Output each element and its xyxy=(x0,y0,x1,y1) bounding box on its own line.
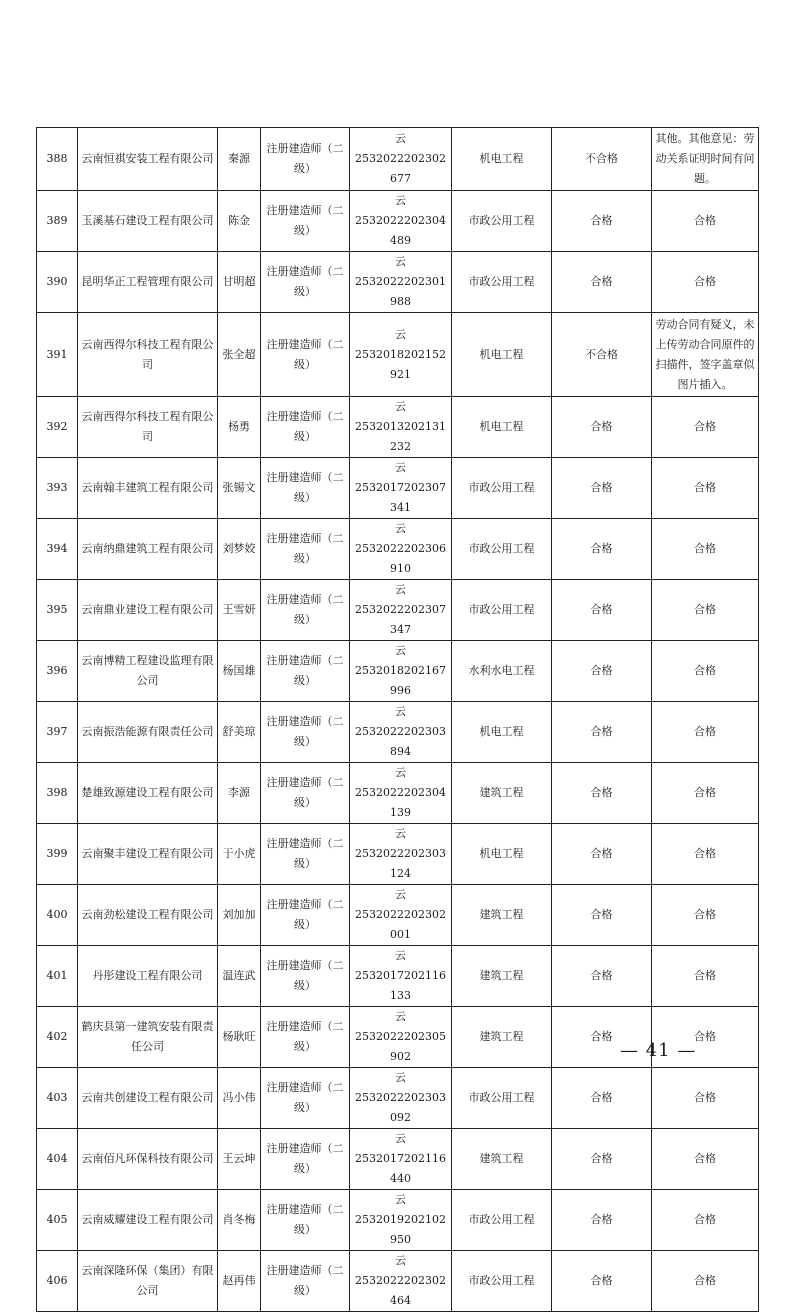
registration-prefix: 云 xyxy=(395,194,406,207)
row-seq-number: 393 xyxy=(37,458,78,519)
row-seq-number: 390 xyxy=(37,252,78,313)
registration-prefix: 云 xyxy=(395,1193,406,1206)
row-registration xyxy=(350,397,452,458)
registration-number: 2532022202304139 xyxy=(355,786,446,819)
table-row xyxy=(37,313,759,397)
row-person-name: 舒美琼 xyxy=(218,702,261,763)
registration-prefix: 云 xyxy=(395,949,406,962)
row-result: 不合格 xyxy=(552,128,652,191)
row-registration xyxy=(350,580,452,641)
registration-prefix: 云 xyxy=(395,766,406,779)
registration-number: 2532017202116133 xyxy=(355,969,446,1002)
row-person-name: 刘梦姣 xyxy=(218,519,261,580)
row-result: 合格 xyxy=(552,946,652,1007)
results-table-container xyxy=(36,127,758,1312)
row-result: 合格 xyxy=(552,1129,652,1190)
table-row xyxy=(37,763,759,824)
row-qualification: 注册建造师（二级） xyxy=(261,1251,350,1312)
row-person-name: 刘加加 xyxy=(218,885,261,946)
row-person-name: 杨勇 xyxy=(218,397,261,458)
table-row xyxy=(37,1068,759,1129)
row-qualification: 注册建造师（二级） xyxy=(261,397,350,458)
row-person-name: 肖冬梅 xyxy=(218,1190,261,1251)
row-specialty: 机电工程 xyxy=(452,824,552,885)
row-qualification: 注册建造师（二级） xyxy=(261,824,350,885)
row-specialty: 市政公用工程 xyxy=(452,519,552,580)
row-seq-number: 403 xyxy=(37,1068,78,1129)
registration-number: 2532022202303894 xyxy=(355,725,446,758)
row-specialty: 市政公用工程 xyxy=(452,252,552,313)
row-opinion: 合格 xyxy=(652,580,759,641)
registration-prefix: 云 xyxy=(395,1010,406,1023)
row-seq-number: 405 xyxy=(37,1190,78,1251)
row-seq-number: 404 xyxy=(37,1129,78,1190)
row-company-name: 云南恒祺安装工程有限公司 xyxy=(78,128,218,191)
row-person-name: 于小虎 xyxy=(218,824,261,885)
row-opinion: 其他。其他意见：劳动关系证明时间有问题。 xyxy=(652,128,759,191)
table-row xyxy=(37,1190,759,1251)
registration-prefix: 云 xyxy=(395,1132,406,1145)
row-qualification: 注册建造师（二级） xyxy=(261,641,350,702)
registration-prefix: 云 xyxy=(395,1254,406,1267)
table-row xyxy=(37,458,759,519)
row-person-name: 张锡文 xyxy=(218,458,261,519)
registration-prefix: 云 xyxy=(395,132,406,145)
table-row xyxy=(37,580,759,641)
row-person-name: 杨耿旺 xyxy=(218,1007,261,1068)
registration-prefix: 云 xyxy=(395,583,406,596)
registration-prefix: 云 xyxy=(395,255,406,268)
table-row xyxy=(37,702,759,763)
row-registration xyxy=(350,824,452,885)
row-company-name: 玉溪基石建设工程有限公司 xyxy=(78,191,218,252)
row-seq-number: 397 xyxy=(37,702,78,763)
row-company-name: 云南西得尔科技工程有限公司 xyxy=(78,313,218,397)
row-company-name: 昆明华正工程管理有限公司 xyxy=(78,252,218,313)
row-specialty: 市政公用工程 xyxy=(452,580,552,641)
row-result: 不合格 xyxy=(552,313,652,397)
registration-number: 2532013202131232 xyxy=(355,420,446,453)
registration-prefix: 云 xyxy=(395,522,406,535)
registration-number: 2532018202152921 xyxy=(355,347,446,381)
registration-prefix: 云 xyxy=(395,461,406,474)
row-opinion: 合格 xyxy=(652,458,759,519)
row-result: 合格 xyxy=(552,1251,652,1312)
row-result: 合格 xyxy=(552,191,652,252)
row-registration xyxy=(350,763,452,824)
row-person-name: 温连武 xyxy=(218,946,261,1007)
row-person-name: 陈金 xyxy=(218,191,261,252)
registration-prefix: 云 xyxy=(395,827,406,840)
registration-prefix: 云 xyxy=(395,400,406,413)
row-result: 合格 xyxy=(552,580,652,641)
row-seq-number: 402 xyxy=(37,1007,78,1068)
row-seq-number: 392 xyxy=(37,397,78,458)
row-specialty: 建筑工程 xyxy=(452,946,552,1007)
row-opinion: 合格 xyxy=(652,824,759,885)
row-company-name: 云南纳鼎建筑工程有限公司 xyxy=(78,519,218,580)
row-qualification: 注册建造师（二级） xyxy=(261,252,350,313)
row-qualification: 注册建造师（二级） xyxy=(261,458,350,519)
row-registration xyxy=(350,252,452,313)
row-registration xyxy=(350,458,452,519)
row-opinion: 合格 xyxy=(652,252,759,313)
row-company-name: 云南西得尔科技工程有限公司 xyxy=(78,397,218,458)
row-qualification: 注册建造师（二级） xyxy=(261,1129,350,1190)
row-registration xyxy=(350,1190,452,1251)
row-result: 合格 xyxy=(552,252,652,313)
table-row xyxy=(37,824,759,885)
row-qualification: 注册建造师（二级） xyxy=(261,702,350,763)
row-specialty: 建筑工程 xyxy=(452,763,552,824)
row-seq-number: 395 xyxy=(37,580,78,641)
row-qualification: 注册建造师（二级） xyxy=(261,763,350,824)
registration-number: 2532022202302001 xyxy=(355,908,446,941)
row-specialty: 建筑工程 xyxy=(452,1007,552,1068)
row-registration xyxy=(350,128,452,191)
row-qualification: 注册建造师（二级） xyxy=(261,1068,350,1129)
row-specialty: 市政公用工程 xyxy=(452,191,552,252)
registration-number: 2532017202307341 xyxy=(355,481,446,514)
table-row xyxy=(37,1251,759,1312)
row-qualification: 注册建造师（二级） xyxy=(261,885,350,946)
registration-number: 2532022202303092 xyxy=(355,1091,446,1124)
row-opinion: 合格 xyxy=(652,1068,759,1129)
row-qualification: 注册建造师（二级） xyxy=(261,1007,350,1068)
row-opinion: 合格 xyxy=(652,1007,759,1068)
row-result: 合格 xyxy=(552,1068,652,1129)
registration-prefix: 云 xyxy=(395,888,406,901)
row-specialty: 建筑工程 xyxy=(452,1129,552,1190)
row-seq-number: 406 xyxy=(37,1251,78,1312)
table-body xyxy=(37,128,759,1312)
registration-number: 2532022202301988 xyxy=(355,275,446,308)
table-row xyxy=(37,128,759,191)
results-table xyxy=(36,127,759,1312)
row-specialty: 机电工程 xyxy=(452,128,552,191)
row-person-name: 杨国雄 xyxy=(218,641,261,702)
row-person-name: 秦源 xyxy=(218,128,261,191)
row-qualification: 注册建造师（二级） xyxy=(261,580,350,641)
row-opinion: 合格 xyxy=(652,1251,759,1312)
row-seq-number: 389 xyxy=(37,191,78,252)
row-qualification: 注册建造师（二级） xyxy=(261,313,350,397)
row-company-name: 云南博精工程建设监理有限公司 xyxy=(78,641,218,702)
row-company-name: 云南鼎业建设工程有限公司 xyxy=(78,580,218,641)
registration-number: 2532017202116440 xyxy=(355,1152,446,1185)
table-row xyxy=(37,252,759,313)
row-registration xyxy=(350,1129,452,1190)
row-registration xyxy=(350,191,452,252)
row-seq-number: 401 xyxy=(37,946,78,1007)
row-company-name: 云南深隆环保（集团）有限公司 xyxy=(78,1251,218,1312)
registration-number: 2532022202307347 xyxy=(355,603,446,636)
row-company-name: 云南振浩能源有限责任公司 xyxy=(78,702,218,763)
row-result: 合格 xyxy=(552,458,652,519)
registration-number: 2532022202303124 xyxy=(355,847,446,880)
registration-number: 2532022202306910 xyxy=(355,542,446,575)
row-person-name: 赵再伟 xyxy=(218,1251,261,1312)
table-row xyxy=(37,1129,759,1190)
page-number: — 41 — xyxy=(620,1040,697,1061)
row-qualification: 注册建造师（二级） xyxy=(261,191,350,252)
row-company-name: 云南聚丰建设工程有限公司 xyxy=(78,824,218,885)
row-specialty: 水利水电工程 xyxy=(452,641,552,702)
row-qualification: 注册建造师（二级） xyxy=(261,1190,350,1251)
row-person-name: 冯小伟 xyxy=(218,1068,261,1129)
row-company-name: 云南劲松建设工程有限公司 xyxy=(78,885,218,946)
row-seq-number: 396 xyxy=(37,641,78,702)
registration-prefix: 云 xyxy=(395,644,406,657)
row-opinion: 合格 xyxy=(652,397,759,458)
row-specialty: 机电工程 xyxy=(452,702,552,763)
row-seq-number: 399 xyxy=(37,824,78,885)
row-result: 合格 xyxy=(552,397,652,458)
table-row xyxy=(37,191,759,252)
row-seq-number: 391 xyxy=(37,313,78,397)
registration-number: 2532022202305902 xyxy=(355,1030,446,1063)
row-company-name: 云南佰凡环保科技有限公司 xyxy=(78,1129,218,1190)
row-result: 合格 xyxy=(552,1190,652,1251)
row-registration xyxy=(350,885,452,946)
row-registration xyxy=(350,1007,452,1068)
row-qualification: 注册建造师（二级） xyxy=(261,519,350,580)
row-opinion: 劳动合同有疑义，未上传劳动合同原件的扫描件，签字盖章似图片插入。 xyxy=(652,313,759,397)
row-seq-number: 398 xyxy=(37,763,78,824)
row-seq-number: 388 xyxy=(37,128,78,191)
row-person-name: 甘明超 xyxy=(218,252,261,313)
row-specialty: 市政公用工程 xyxy=(452,1251,552,1312)
row-registration xyxy=(350,519,452,580)
row-opinion: 合格 xyxy=(652,1190,759,1251)
registration-number: 2532022202304489 xyxy=(355,214,446,247)
registration-prefix: 云 xyxy=(395,327,406,341)
row-specialty: 市政公用工程 xyxy=(452,1190,552,1251)
row-company-name: 丹彤建设工程有限公司 xyxy=(78,946,218,1007)
row-result: 合格 xyxy=(552,824,652,885)
table-row xyxy=(37,885,759,946)
row-opinion: 合格 xyxy=(652,763,759,824)
registration-number: 2532022202302677 xyxy=(355,152,446,185)
row-registration xyxy=(350,641,452,702)
row-result: 合格 xyxy=(552,1007,652,1068)
row-specialty: 市政公用工程 xyxy=(452,1068,552,1129)
row-seq-number: 400 xyxy=(37,885,78,946)
row-result: 合格 xyxy=(552,519,652,580)
row-company-name: 云南共创建设工程有限公司 xyxy=(78,1068,218,1129)
row-opinion: 合格 xyxy=(652,885,759,946)
table-row xyxy=(37,519,759,580)
row-company-name: 鹤庆县第一建筑安装有限责任公司 xyxy=(78,1007,218,1068)
row-opinion: 合格 xyxy=(652,191,759,252)
row-company-name: 云南翰丰建筑工程有限公司 xyxy=(78,458,218,519)
row-person-name: 张全超 xyxy=(218,313,261,397)
row-opinion: 合格 xyxy=(652,519,759,580)
row-seq-number: 394 xyxy=(37,519,78,580)
row-company-name: 楚雄致源建设工程有限公司 xyxy=(78,763,218,824)
row-registration xyxy=(350,1251,452,1312)
row-specialty: 建筑工程 xyxy=(452,885,552,946)
table-row xyxy=(37,946,759,1007)
row-registration xyxy=(350,946,452,1007)
row-opinion: 合格 xyxy=(652,1129,759,1190)
row-person-name: 李源 xyxy=(218,763,261,824)
row-registration xyxy=(350,313,452,397)
row-person-name: 王雪妍 xyxy=(218,580,261,641)
row-opinion: 合格 xyxy=(652,702,759,763)
row-opinion: 合格 xyxy=(652,946,759,1007)
row-registration xyxy=(350,1068,452,1129)
row-opinion: 合格 xyxy=(652,641,759,702)
row-person-name: 王云坤 xyxy=(218,1129,261,1190)
row-result: 合格 xyxy=(552,702,652,763)
row-company-name: 云南威耀建设工程有限公司 xyxy=(78,1190,218,1251)
table-row xyxy=(37,641,759,702)
registration-prefix: 云 xyxy=(395,1071,406,1084)
row-qualification: 注册建造师（二级） xyxy=(261,946,350,1007)
row-qualification: 注册建造师（二级） xyxy=(261,128,350,191)
registration-number: 2532018202167996 xyxy=(355,664,446,697)
row-result: 合格 xyxy=(552,641,652,702)
registration-number: 2532019202102950 xyxy=(355,1213,446,1246)
registration-number: 2532022202302464 xyxy=(355,1274,446,1307)
row-specialty: 市政公用工程 xyxy=(452,458,552,519)
row-registration xyxy=(350,702,452,763)
table-row xyxy=(37,397,759,458)
row-result: 合格 xyxy=(552,885,652,946)
registration-prefix: 云 xyxy=(395,705,406,718)
row-result: 合格 xyxy=(552,763,652,824)
row-specialty: 机电工程 xyxy=(452,313,552,397)
row-specialty: 机电工程 xyxy=(452,397,552,458)
